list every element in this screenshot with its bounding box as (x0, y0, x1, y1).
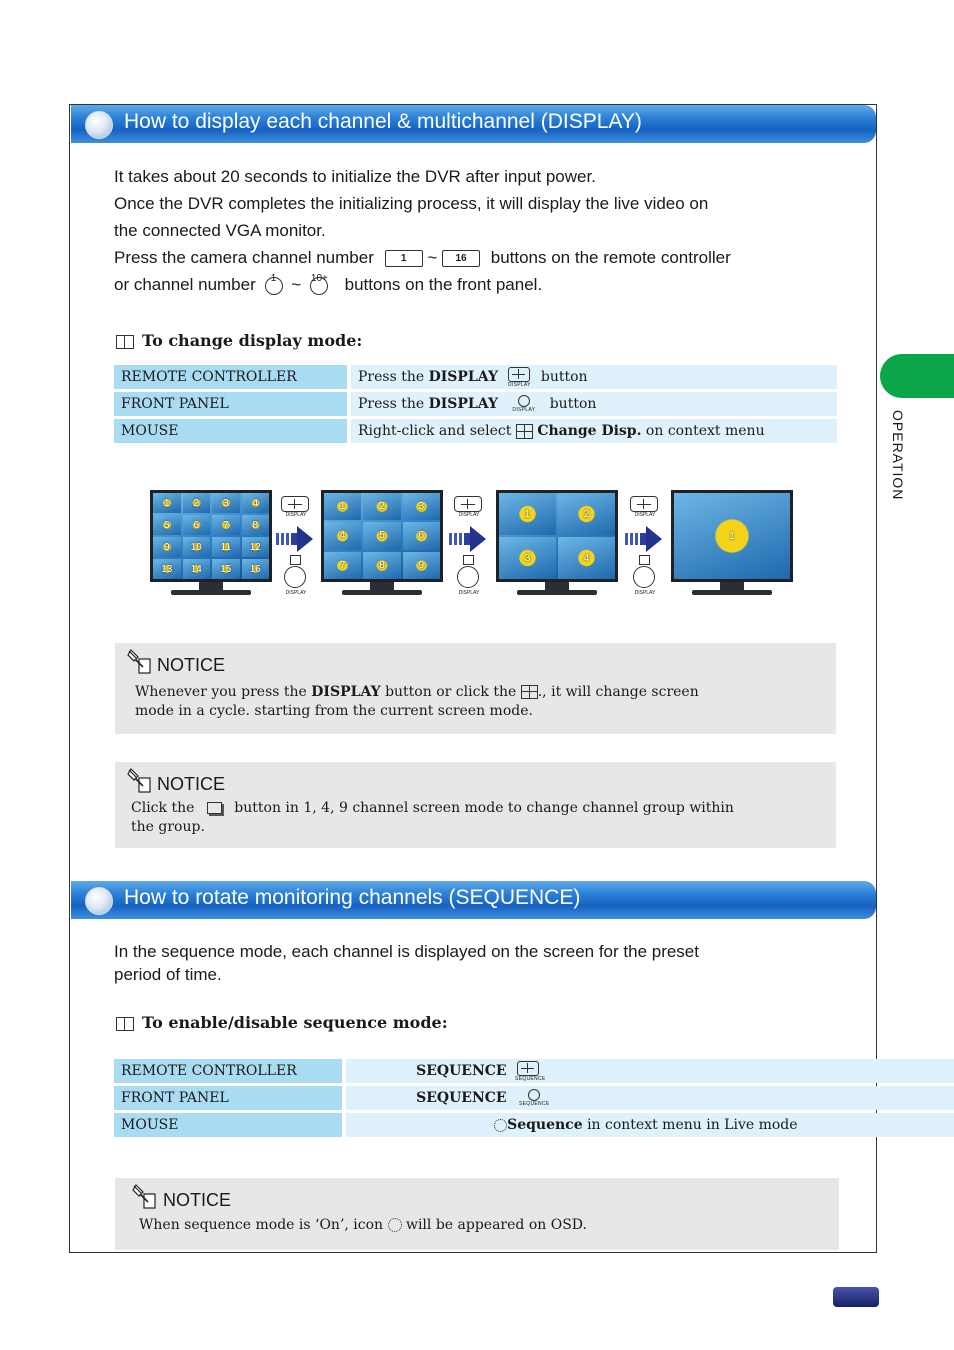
display-mode-table (114, 362, 837, 446)
notice-box (115, 762, 836, 848)
display-key-icon (281, 496, 309, 512)
device-cell: REMOTE CONTROLLER (114, 1059, 342, 1083)
section-header-sequence (71, 881, 876, 919)
table-row (114, 365, 837, 389)
device-cell: MOUSE (114, 419, 347, 443)
channel-tile: 2 (183, 493, 211, 513)
text: button (549, 396, 597, 412)
monitor-base (342, 590, 422, 595)
notice-title: NOTICE (157, 774, 226, 794)
device-cell: FRONT PANEL (114, 1086, 342, 1110)
chapter-tab (880, 354, 954, 398)
front-sequence-button-icon (519, 1089, 549, 1107)
bullet-orb-icon (85, 887, 113, 915)
display-caption: DISPLAY (285, 590, 307, 596)
intro-line: the connected VGA monitor. (114, 221, 326, 240)
text: Whenever you press the (135, 684, 307, 700)
text: ., it will change screen (537, 684, 699, 700)
display-caption: DISPLAY (634, 590, 656, 596)
monitor-base (171, 590, 251, 595)
text: When sequence mode is ‘On’, icon (139, 1217, 384, 1233)
text: ~ (427, 248, 438, 267)
text: Right-click and select (358, 423, 512, 439)
text: 10+ (310, 272, 328, 284)
grid-icon (517, 1061, 539, 1076)
channel-tile: 4 (242, 493, 270, 513)
display-caption: DISPLAY (458, 590, 480, 596)
channel-tile: 7 (324, 552, 361, 579)
text: button (540, 369, 588, 385)
channel-group-icon (207, 802, 222, 814)
channel-tile: 14 (183, 559, 211, 579)
front-button-10plus-icon (310, 272, 328, 295)
text: Press the (358, 369, 425, 385)
notice-title: NOTICE (157, 655, 226, 675)
monitor-screen (671, 490, 793, 595)
notice-box (115, 643, 836, 734)
device-cell: REMOTE CONTROLLER (114, 365, 347, 389)
front-display-button-icon (512, 395, 535, 413)
channel-tile: 1 (153, 493, 181, 513)
table-row (114, 419, 837, 443)
monitor-screen (150, 490, 272, 595)
text: DISPLAY (507, 382, 531, 388)
channel-instruction (114, 244, 731, 271)
action-cell (342, 1059, 954, 1083)
grid-icon (508, 367, 530, 382)
channel-tile: 8 (363, 552, 400, 579)
circle-button-icon (284, 566, 306, 588)
channel-tile: 3 (499, 537, 556, 579)
channel-tile: 9 (403, 552, 440, 579)
intro-line: Once the DVR completes the initializing process, it will display the live video on (114, 194, 709, 213)
circle-button-icon (457, 566, 479, 588)
display-key-icon (630, 496, 658, 512)
text: or channel number (114, 275, 256, 294)
channel-tile: 4 (558, 537, 615, 579)
text: SEQUENCE (416, 1090, 507, 1106)
intro-paragraph (114, 163, 731, 298)
channel-tile: 10 (183, 537, 211, 557)
notice-body (131, 799, 734, 837)
grid-icon (463, 555, 474, 565)
display-step-arrow (625, 494, 665, 604)
channel-tile: 7 (212, 515, 240, 535)
text: Change Disp. (537, 423, 642, 439)
text: button in 1, 4, 9 channel screen mode to change channel group within (234, 800, 734, 816)
text: the group. (131, 819, 205, 835)
device-cell: FRONT PANEL (114, 392, 347, 416)
text: Press the (358, 396, 425, 412)
table-row (114, 1113, 954, 1137)
section-header-display (71, 105, 876, 143)
device-cell: MOUSE (114, 1113, 342, 1137)
sequence-button-icon (515, 1060, 545, 1082)
monitor-stand (545, 582, 569, 590)
channel-tile: 12 (242, 537, 270, 557)
book-icon (116, 1017, 134, 1031)
channel-tile: 2 (363, 493, 400, 520)
video-grid (153, 493, 269, 579)
text: Click the (131, 800, 195, 816)
monitor-base (517, 590, 597, 595)
monitor-bezel (150, 490, 272, 582)
text: DISPLAY (512, 407, 536, 413)
grid-icon (639, 555, 650, 565)
monitor-screen (496, 490, 618, 595)
monitor-bezel (496, 490, 618, 582)
channel-tile: 8 (242, 515, 270, 535)
channel-tile: 1 (499, 493, 556, 535)
text: In the sequence mode, each channel is displayed on the screen for the preset (114, 942, 699, 961)
text: buttons on the remote controller (490, 248, 731, 267)
channel-tile: 1 (674, 493, 790, 579)
sequence-spinner-icon (388, 1218, 402, 1232)
sequence-paragraph (114, 940, 699, 986)
subheading-sequence (116, 1013, 448, 1032)
text: in context menu in Live mode (587, 1117, 798, 1133)
monitor-bezel (321, 490, 443, 582)
display-step-arrow (276, 494, 316, 604)
channel-tile: 4 (324, 522, 361, 549)
sequence-mode-table (114, 1056, 954, 1140)
book-icon (116, 335, 134, 349)
bullet-orb-icon (85, 111, 113, 139)
channel-tile: 3 (212, 493, 240, 513)
quad-grid-icon (516, 424, 533, 439)
video-grid (674, 493, 790, 579)
text: DISPLAY (311, 684, 381, 700)
grid-icon (290, 555, 301, 565)
key-1-icon: 1 (385, 250, 423, 267)
channel-tile: 11 (212, 537, 240, 557)
front-instruction (114, 271, 731, 298)
text: will be appeared on OSD. (405, 1217, 587, 1233)
text: To change display mode: (142, 331, 363, 350)
channel-tile: 5 (153, 515, 181, 535)
display-caption: DISPLAY (634, 512, 656, 518)
right-arrow-icon (449, 524, 487, 554)
sequence-spinner-icon (494, 1119, 507, 1132)
action-cell (342, 1113, 954, 1137)
channel-tile: 2 (558, 493, 615, 535)
front-button-1-icon (265, 272, 283, 295)
table-row (114, 1059, 954, 1083)
right-arrow-icon (625, 524, 663, 554)
page-number-badge (833, 1287, 879, 1307)
text: ~ (291, 275, 302, 294)
channel-tile: 5 (363, 522, 400, 549)
channel-tile: 9 (153, 537, 181, 557)
circle-button-icon (518, 395, 530, 407)
intro-line: It takes about 20 seconds to initialize the DVR after input power. (114, 167, 596, 186)
text: buttons on the front panel. (344, 275, 543, 294)
channel-tile: 6 (403, 522, 440, 549)
section-title: How to display each channel & multichannel (DISPLAY) (124, 110, 642, 133)
channel-tile: 15 (212, 559, 240, 579)
video-grid (324, 493, 440, 579)
notice-pen-icon (132, 1184, 156, 1210)
notice-body (139, 1216, 587, 1235)
display-caption: DISPLAY (285, 512, 307, 518)
display-step-arrow (449, 494, 489, 604)
notice-pen-icon (127, 768, 151, 794)
video-grid (499, 493, 615, 579)
display-key-icon (454, 496, 482, 512)
text: period of time. (114, 965, 222, 984)
section-title: How to rotate monitoring channels (SEQUENCE) (124, 886, 581, 909)
text: To enable/disable sequence mode: (142, 1013, 448, 1032)
notice-pen-icon (127, 649, 151, 675)
channel-tile: 1 (324, 493, 361, 520)
monitor-screen (321, 490, 443, 595)
table-row (114, 392, 837, 416)
channel-tile: 3 (403, 493, 440, 520)
text: SEQUENCE (519, 1101, 550, 1107)
action-cell (347, 365, 837, 389)
monitor-stand (199, 582, 223, 590)
right-arrow-icon (276, 524, 314, 554)
notice-title: NOTICE (163, 1190, 232, 1210)
text: DISPLAY (428, 369, 498, 385)
text: button or click the (385, 684, 517, 700)
circle-button-icon (528, 1089, 540, 1101)
text: DISPLAY (428, 396, 498, 412)
display-caption: DISPLAY (458, 512, 480, 518)
text: SEQUENCE (515, 1076, 546, 1082)
text: Sequence (507, 1117, 583, 1133)
quad-grid-icon (521, 685, 538, 699)
channel-tile: 16 (242, 559, 270, 579)
circle-button-icon (633, 566, 655, 588)
key-16-icon: 16 (442, 250, 480, 267)
channel-tile: 13 (153, 559, 181, 579)
text: SEQUENCE (416, 1063, 507, 1079)
text: Press the camera channel number (114, 248, 374, 267)
text: mode in a cycle. starting from the current screen mode. (135, 703, 533, 719)
table-row (114, 1086, 954, 1110)
action-cell (347, 392, 837, 416)
notice-box (115, 1178, 839, 1250)
notice-body (135, 683, 699, 721)
text: on context menu (645, 423, 765, 439)
action-cell (342, 1086, 954, 1110)
channel-tile: 6 (183, 515, 211, 535)
text: 1 (270, 272, 277, 284)
action-cell (347, 419, 837, 443)
monitor-bezel (671, 490, 793, 582)
monitor-stand (370, 582, 394, 590)
monitor-stand (720, 582, 744, 590)
subheading-display (116, 331, 362, 350)
monitor-base (692, 590, 772, 595)
display-button-icon (506, 366, 532, 388)
chapter-label: OPERATION (890, 410, 906, 501)
